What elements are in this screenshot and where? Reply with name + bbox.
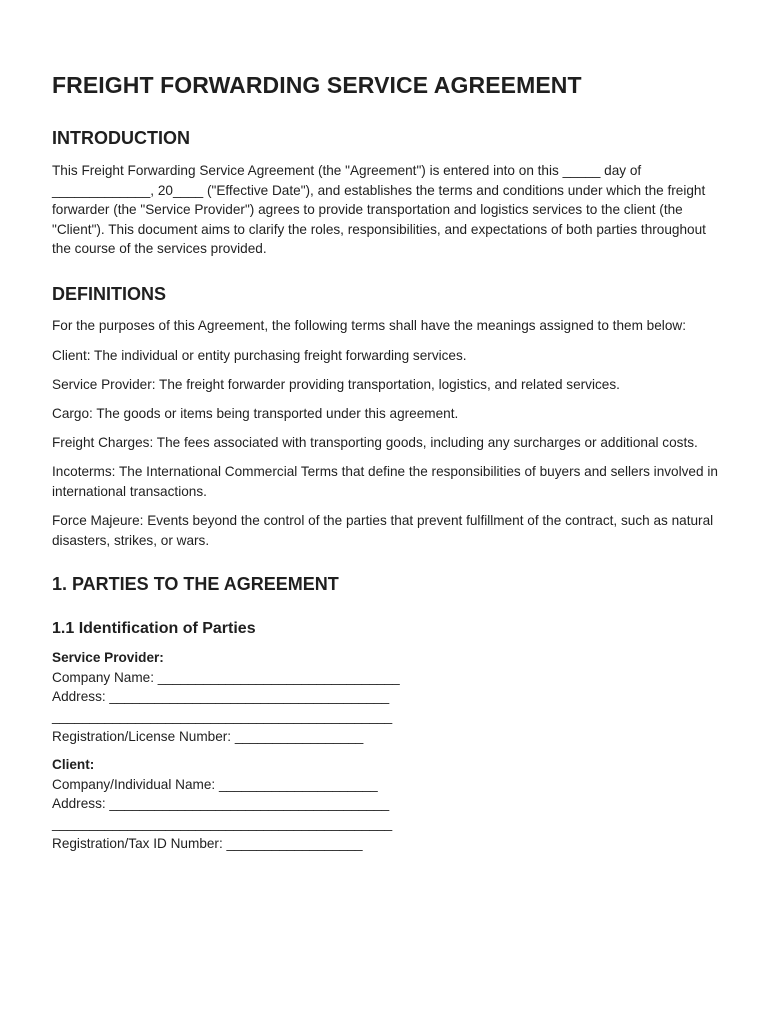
- client-block: [52, 755, 718, 853]
- introduction-section: [52, 126, 718, 259]
- service-provider-company-field: Company Name: ________________________________: [52, 669, 400, 685]
- client-label: Client:: [52, 757, 95, 773]
- definition-item: Client: The individual or entity purchasing freight forwarding services.: [52, 347, 467, 363]
- service-provider-label: Service Provider:: [52, 650, 164, 666]
- service-provider-registration-field: Registration/License Number: _________________: [52, 728, 364, 744]
- identification-subheading: 1.1 Identification of Parties: [52, 620, 256, 638]
- service-provider-block: [52, 648, 718, 746]
- definitions-list: [52, 346, 718, 551]
- parties-section: [52, 572, 718, 853]
- parties-heading: 1. PARTIES TO THE AGREEMENT: [52, 574, 339, 595]
- client-registration-field: Registration/Tax ID Number: __________________: [52, 835, 363, 851]
- service-provider-address-continuation: _____________________________________________: [52, 709, 393, 725]
- service-provider-address-field: Address: _____________________________________: [52, 689, 390, 705]
- definitions-section: [52, 282, 718, 550]
- definitions-heading: DEFINITIONS: [52, 283, 167, 304]
- introduction-paragraph: This Freight Forwarding Service Agreement (the "Agreement") is entered into on this _____ day of _____________, 20____ ("Effective Date"), and establishes the terms and conditions under which the freight forwarder (the "Service Provider") agrees to provide transportation and logistics services to the client (the "Client"). This document aims to clarify the roles, responsibilities, and expectations of both parties throughout the course of the services provided.: [52, 163, 706, 257]
- definition-item: Service Provider: The freight forwarder providing transportation, logistics, and related services.: [52, 376, 620, 392]
- definition-item: Freight Charges: The fees associated with transporting goods, including any surcharges or additional costs.: [52, 435, 698, 451]
- client-address-field: Address: _____________________________________: [52, 796, 390, 812]
- definition-item: Cargo: The goods or items being transported under this agreement.: [52, 405, 459, 421]
- document-title: FREIGHT FORWARDING SERVICE AGREEMENT: [52, 72, 582, 98]
- definition-item: Force Majeure: Events beyond the control of the parties that prevent fulfillment of the contract, such as natural disasters, strikes, or wars.: [52, 513, 714, 548]
- client-address-continuation: _____________________________________________: [52, 816, 393, 832]
- definition-item: Incoterms: The International Commercial Terms that define the responsibilities of buyers and sellers involved in international transactions.: [52, 464, 718, 499]
- introduction-heading: INTRODUCTION: [52, 128, 190, 148]
- client-company-field: Company/Individual Name: _____________________: [52, 776, 378, 792]
- definitions-intro: For the purposes of this Agreement, the following terms shall have the meanings assigned to them below:: [52, 317, 686, 333]
